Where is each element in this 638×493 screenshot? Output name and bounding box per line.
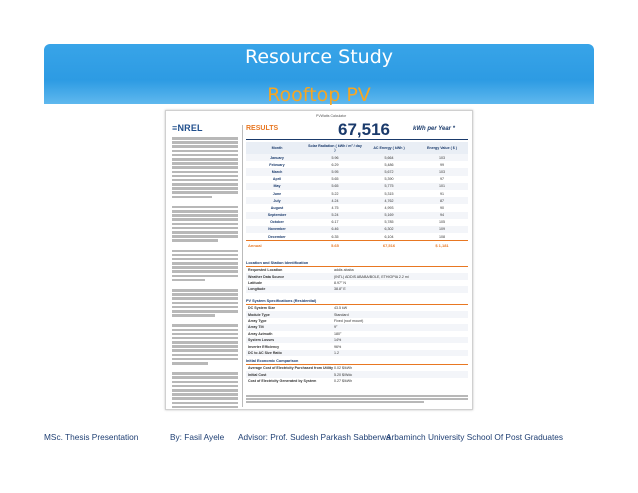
- cell-value: 99: [440, 162, 444, 167]
- spec-value: 14%: [334, 338, 342, 343]
- cell-ac: 6,302: [384, 227, 394, 232]
- spec-value: addis ababa: [334, 268, 354, 273]
- cell-solar: 5.95: [331, 169, 339, 174]
- spec-value: 43.5 kW: [334, 306, 348, 311]
- cell-solar: 6.35: [331, 234, 339, 239]
- cell-month: January: [270, 155, 284, 160]
- spec-value: 38.8° E: [334, 287, 346, 292]
- cell-value: 91: [440, 191, 444, 196]
- cell-month: December: [268, 234, 286, 239]
- cell-solar: 5.96: [331, 155, 339, 160]
- spec-key: Average Cost of Electricity Purchased from Utility: [248, 366, 333, 371]
- cell-value: 87: [440, 198, 444, 203]
- cell-ac: 4,993: [384, 205, 394, 210]
- table-row: [246, 212, 468, 219]
- annual-ac: 67,516: [382, 242, 396, 248]
- spec-row: [246, 378, 468, 384]
- spec-value: 180°: [334, 331, 342, 336]
- spec-key: Array Azimuth: [248, 331, 273, 336]
- cell-ac: 5,315: [384, 191, 394, 196]
- spec-key: Module Type: [248, 312, 270, 317]
- annual-kwh-value: 67,516: [338, 120, 390, 139]
- cell-value: 103: [439, 155, 445, 160]
- header-month: Month: [271, 146, 283, 150]
- pvwatts-report-image: [165, 110, 473, 410]
- cell-solar: 4.24: [331, 198, 339, 203]
- spec-row: [246, 286, 468, 292]
- header-solar-radiation: Solar Radiation ( kWh / m² / day ): [308, 144, 362, 152]
- footer-university: Arbaminch University School Of Post Graduates: [386, 432, 564, 442]
- spec-value: 1.2: [334, 350, 339, 355]
- spec-key: Array Type: [248, 318, 267, 323]
- cell-ac: 5,664: [384, 155, 394, 160]
- table-row: [246, 161, 468, 168]
- header-ac-energy: AC Energy ( kWh ): [373, 146, 405, 150]
- spec-key: DC System Size: [248, 306, 276, 311]
- month-rows: [246, 154, 468, 240]
- annual-solar: 5.65: [331, 242, 339, 248]
- column-divider: [242, 125, 243, 407]
- spec-key: Initial Cost: [248, 372, 267, 377]
- table-row: [246, 154, 468, 161]
- cell-solar: 6.17: [331, 220, 339, 225]
- cell-month: August: [270, 205, 284, 210]
- nrel-logo-text: NREL: [177, 123, 203, 133]
- cell-solar: 4.75: [331, 205, 339, 210]
- spec-value: 5.20 $/Wdc: [334, 372, 353, 377]
- slide-title: Resource Study: [244, 46, 394, 68]
- cell-month: May: [273, 184, 281, 189]
- spec-key: Latitude: [248, 280, 262, 285]
- spec-key: System Losses: [248, 338, 275, 343]
- spec-value: 8.97° N: [334, 280, 347, 285]
- report-header: PVWatts Calculator: [316, 114, 347, 118]
- monthly-results-table: [246, 142, 468, 249]
- cell-ac: 4,762: [384, 198, 394, 203]
- annual-value: $ 1,181: [435, 242, 449, 248]
- cell-value: 101: [439, 184, 445, 189]
- cell-solar: 6.46: [331, 227, 339, 232]
- cell-month: July: [273, 198, 281, 203]
- table-header-row: [246, 142, 468, 154]
- system-specs-section: [246, 297, 468, 356]
- spec-value: Fixed (roof mount): [334, 318, 364, 323]
- cell-ac: 5,390: [384, 177, 394, 182]
- table-row: [246, 183, 468, 190]
- spec-value: Standard: [334, 312, 349, 317]
- table-row: [246, 233, 468, 240]
- disclaimer-text-column: [172, 137, 238, 410]
- cell-ac: 6,104: [384, 234, 394, 239]
- cell-solar: 5.22: [331, 191, 339, 196]
- nrel-logo: ≡NREL: [172, 123, 203, 133]
- spec-key: Array Tilt: [248, 325, 264, 330]
- table-row: [246, 168, 468, 175]
- footer-author: By: Fasil Ayele: [170, 432, 225, 442]
- spec-row: [246, 350, 468, 356]
- table-row: [246, 219, 468, 226]
- economic-section-title: Initial Economic Comparison: [246, 357, 468, 365]
- cell-value: 103: [439, 169, 445, 174]
- cell-month: March: [271, 169, 283, 174]
- annual-label: Annual: [248, 242, 262, 248]
- cell-value: 94: [440, 213, 444, 218]
- spec-key: Longitude: [248, 287, 266, 292]
- slide-footer: [0, 432, 638, 446]
- table-row: [246, 197, 468, 204]
- footer-thesis: MSc. Thesis Presentation: [44, 432, 139, 442]
- table-row: [246, 226, 468, 233]
- annual-row: [246, 240, 468, 249]
- cell-ac: 5,672: [384, 169, 394, 174]
- spec-key: Inverter Efficiency: [248, 344, 280, 349]
- cell-solar: 6.29: [331, 162, 339, 167]
- cell-month: April: [272, 177, 282, 182]
- cell-solar: 5.24: [331, 213, 339, 218]
- cell-month: November: [268, 227, 286, 232]
- spec-value: 96%: [334, 344, 342, 349]
- table-row: [246, 190, 468, 197]
- spec-value: 9°: [334, 325, 338, 330]
- footer-advisor: Advisor: Prof. Sudesh Parkash Sabberwa: [238, 432, 391, 442]
- cell-month: September: [267, 213, 287, 218]
- cell-ac: 5,169: [384, 213, 394, 218]
- results-label: RESULTS: [246, 125, 279, 132]
- spec-value: 0.27 $/kWh: [334, 378, 353, 383]
- system-section-title: PV System Specifications (Residential): [246, 297, 468, 305]
- economic-section: [246, 357, 468, 384]
- cell-value: 97: [440, 177, 444, 182]
- report-footnote: [246, 395, 468, 404]
- spec-value: 0.02 $/kWh: [334, 366, 353, 371]
- cell-solar: 5.65: [331, 177, 339, 182]
- table-row: [246, 204, 468, 211]
- cell-ac: 5,785: [384, 220, 394, 225]
- cell-value: 90: [440, 205, 444, 210]
- cell-month: October: [270, 220, 284, 225]
- spec-key: Cost of Electricity Generated by System: [248, 378, 317, 383]
- spec-value: (INTL) ADDIS ABABA/BOLE, ETHIOPIA 2.2 mi: [334, 274, 409, 279]
- header-energy-value: Energy Value ( $ ): [427, 146, 457, 150]
- cell-month: June: [272, 191, 282, 196]
- spec-key: Weather Data Source: [248, 274, 285, 279]
- annual-kwh-unit: kWh per Year *: [413, 126, 456, 132]
- cell-month: February: [269, 162, 285, 167]
- cell-ac: 5,486: [384, 162, 394, 167]
- cell-value: 109: [439, 227, 445, 232]
- cell-solar: 5.65: [331, 184, 339, 189]
- location-section: [246, 259, 468, 293]
- results-divider: [246, 139, 468, 140]
- spec-key: Requested Location: [248, 268, 283, 273]
- spec-key: DC to AC Size Ratio: [248, 350, 282, 355]
- cell-ac: 5,775: [384, 184, 394, 189]
- table-row: [246, 176, 468, 183]
- cell-value: 108: [439, 234, 445, 239]
- cell-value: 105: [439, 220, 445, 225]
- location-section-title: Location and Station Identification: [246, 259, 468, 267]
- slide-subtitle: Rooftop PV: [267, 84, 371, 106]
